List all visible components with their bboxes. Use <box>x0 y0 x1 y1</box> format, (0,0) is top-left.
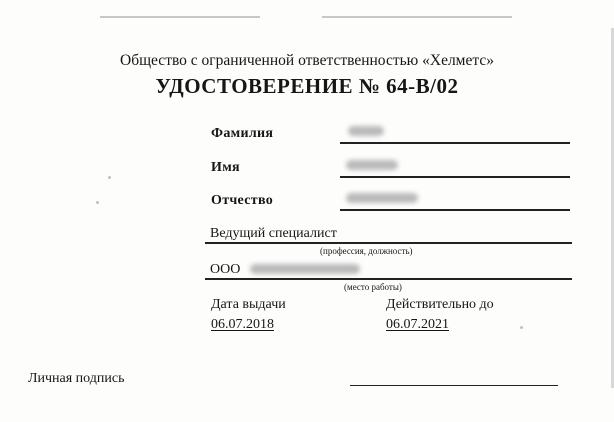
scan-artifact <box>322 16 512 18</box>
issue-date: 06.07.2018 <box>211 317 274 332</box>
valid-until-label: Действительно до <box>386 297 494 312</box>
scan-speck <box>96 201 99 204</box>
name-label: Имя <box>211 160 240 175</box>
issue-date-label: Дата выдачи <box>211 297 286 312</box>
workplace-caption: (место работы) <box>344 282 402 292</box>
surname-label: Фамилия <box>211 126 274 141</box>
name-value-redacted <box>346 160 398 170</box>
position-value: Ведущий специалист <box>210 226 337 241</box>
certificate-title: УДОСТОВЕРЕНИЕ № 64-В/02 <box>155 74 459 98</box>
patronymic-line <box>340 209 570 211</box>
patronymic-value-redacted <box>346 193 418 203</box>
workplace-value-redacted <box>250 264 360 274</box>
workplace-prefix: ООО <box>210 262 241 277</box>
position-caption: (профессия, должность) <box>320 246 413 256</box>
organization-name: Общество с ограниченной ответственностью «Хелметс» <box>120 52 494 69</box>
signature-label: Личная подпись <box>28 371 125 386</box>
surname-line <box>340 142 570 144</box>
patronymic-label: Отчество <box>211 193 274 208</box>
workplace-line <box>205 278 572 280</box>
signature-line <box>350 385 558 386</box>
surname-value-redacted <box>348 126 384 136</box>
scan-speck <box>108 176 111 179</box>
valid-until-date: 06.07.2021 <box>386 317 449 332</box>
scan-artifact <box>100 16 260 18</box>
scan-speck <box>520 326 523 329</box>
name-line <box>340 176 570 178</box>
position-line <box>205 242 572 244</box>
